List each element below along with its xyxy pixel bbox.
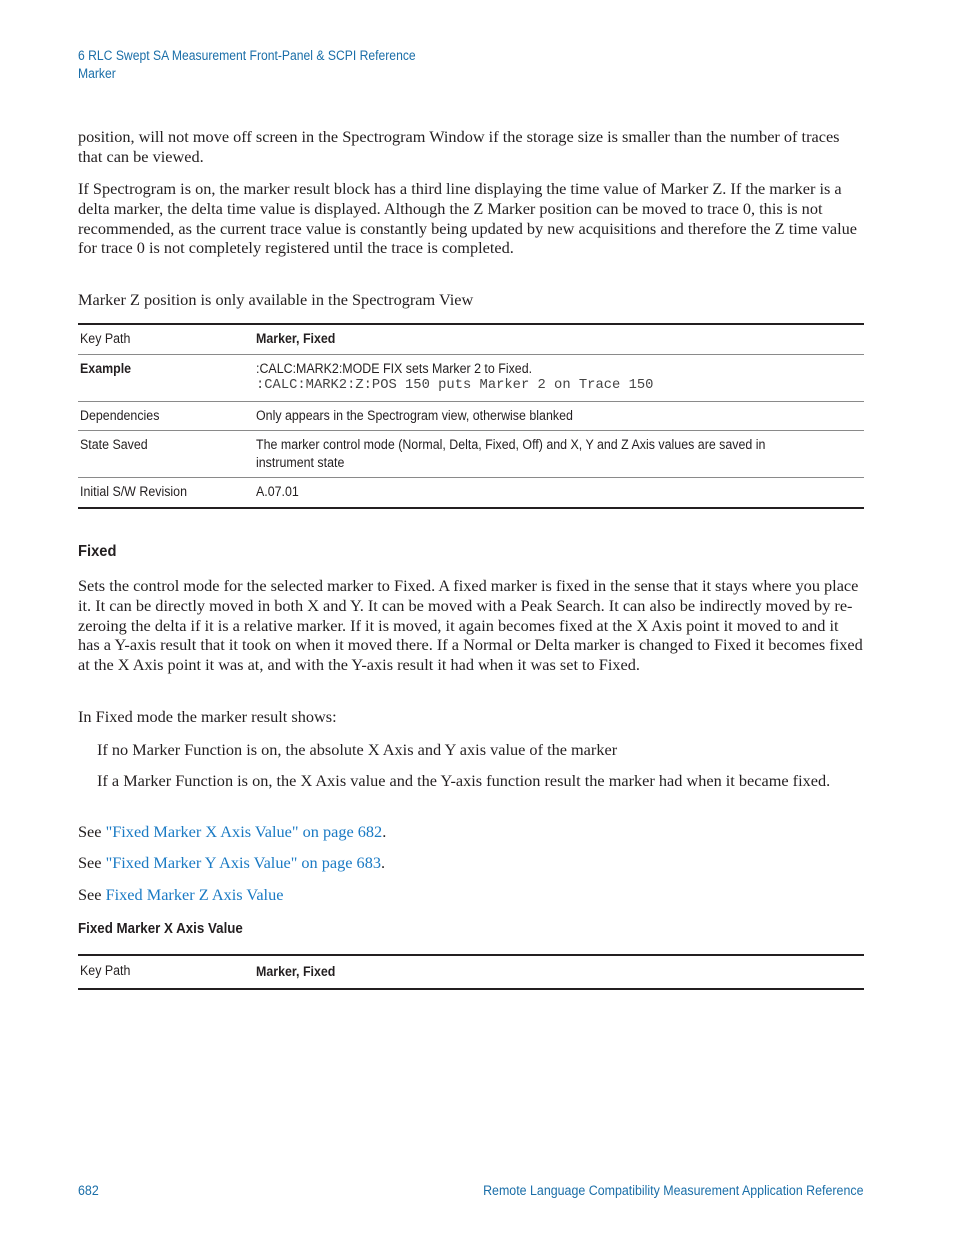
table-row	[78, 431, 864, 478]
table-row	[78, 401, 864, 431]
section-heading-fixed: Fixed	[78, 543, 117, 560]
key-path-value: Marker, Fixed	[256, 964, 336, 979]
footer-document-title: Remote Language Compatibility Measurement Application Reference	[482, 1183, 863, 1198]
see-also-2: See "Fixed Marker Y Axis Value" on page 683.	[78, 853, 386, 872]
revision-label: Initial S/W Revision	[80, 484, 187, 499]
example-label: Example	[80, 360, 132, 376]
list-item: If no Marker Function is on, the absolute X Axis and Y axis value of the marker	[97, 740, 618, 759]
link-fixed-marker-x[interactable]: "Fixed Marker X Axis Value" on page 682	[105, 822, 383, 841]
subheading-fixed-marker-x: Fixed Marker X Axis Value	[78, 921, 243, 937]
running-header	[78, 47, 416, 83]
intro-paragraph-2: If Spectrogram is on, the marker result block has a third line displaying the time value of Marker Z. If the marker is a delta marker, the delta time value is displayed. Although the Z Marker position can be moved to trace 0, this is not recommended, as the current trace value is constantly being updated by new acquisitions and therefore the Z time value for trace 0 is not completely registered until the trace is completed.	[78, 179, 857, 258]
list-item: If a Marker Function is on, the X Axis value and the Y-axis function result the marker had when it became fixed.	[97, 771, 831, 790]
revision-value: A.07.01	[256, 484, 299, 499]
link-fixed-marker-y[interactable]: "Fixed Marker Y Axis Value" on page 683	[105, 853, 381, 872]
fixed-paragraph-2: In Fixed mode the marker result shows:	[78, 707, 337, 726]
intro-paragraph-1: position, will not move off screen in the Spectrogram Window if the storage size is smaller than the number of traces that can be viewed.	[78, 127, 840, 166]
example-line-1: :CALC:MARK2:MODE FIX sets Marker 2 to Fixed.	[256, 360, 533, 376]
state-saved-label: State Saved	[80, 437, 148, 452]
key-path-label: Key Path	[80, 331, 131, 346]
marker-z-properties-table	[78, 323, 864, 509]
fixed-marker-x-table	[78, 954, 864, 990]
key-path-value: Marker, Fixed	[256, 331, 336, 346]
link-fixed-marker-z[interactable]: Fixed Marker Z Axis Value	[105, 885, 284, 904]
footer-page-number: 682	[78, 1183, 99, 1198]
example-line-2: :CALC:MARK2:Z:POS 150 puts Marker 2 on Trace 150	[256, 378, 654, 393]
table-row	[78, 478, 864, 508]
table-row	[78, 324, 864, 354]
fixed-paragraph-1: Sets the control mode for the selected marker to Fixed. A fixed marker is fixed in the sense that it stays where you place it. It can be directly moved in both X and Y. It can be moved with a Peak Search. It can also be indirectly moved by re-zeroing the delta if it is a relative marker. If it is moved, it again becomes fixed at the X Axis point it moved to and it has a Y-axis result that it took on when it moved there. If a Normal or Delta marker is changed to Fixed it becomes fixed at the X Axis point it was at, and with the Y-axis result it had when it was set to Fixed.	[78, 576, 863, 675]
dependencies-label: Dependencies	[80, 407, 160, 423]
intro-paragraph-3: Marker Z position is only available in the Spectrogram View	[78, 290, 474, 309]
header-section: Marker	[78, 66, 116, 81]
header-chapter: 6 RLC Swept SA Measurement Front-Panel & SCPI Reference	[78, 48, 416, 63]
dependencies-value: Only appears in the Spectrogram view, otherwise blanked	[256, 407, 573, 423]
see-also-1: See "Fixed Marker X Axis Value" on page 682.	[78, 822, 387, 841]
see-also-3: See Fixed Marker Z Axis Value	[78, 885, 284, 904]
state-saved-value: The marker control mode (Normal, Delta, Fixed, Off) and X, Y and Z Axis values are saved in instrument state	[256, 437, 766, 470]
table-row	[78, 955, 864, 989]
table-row	[78, 354, 864, 401]
key-path-label: Key Path	[80, 963, 131, 978]
